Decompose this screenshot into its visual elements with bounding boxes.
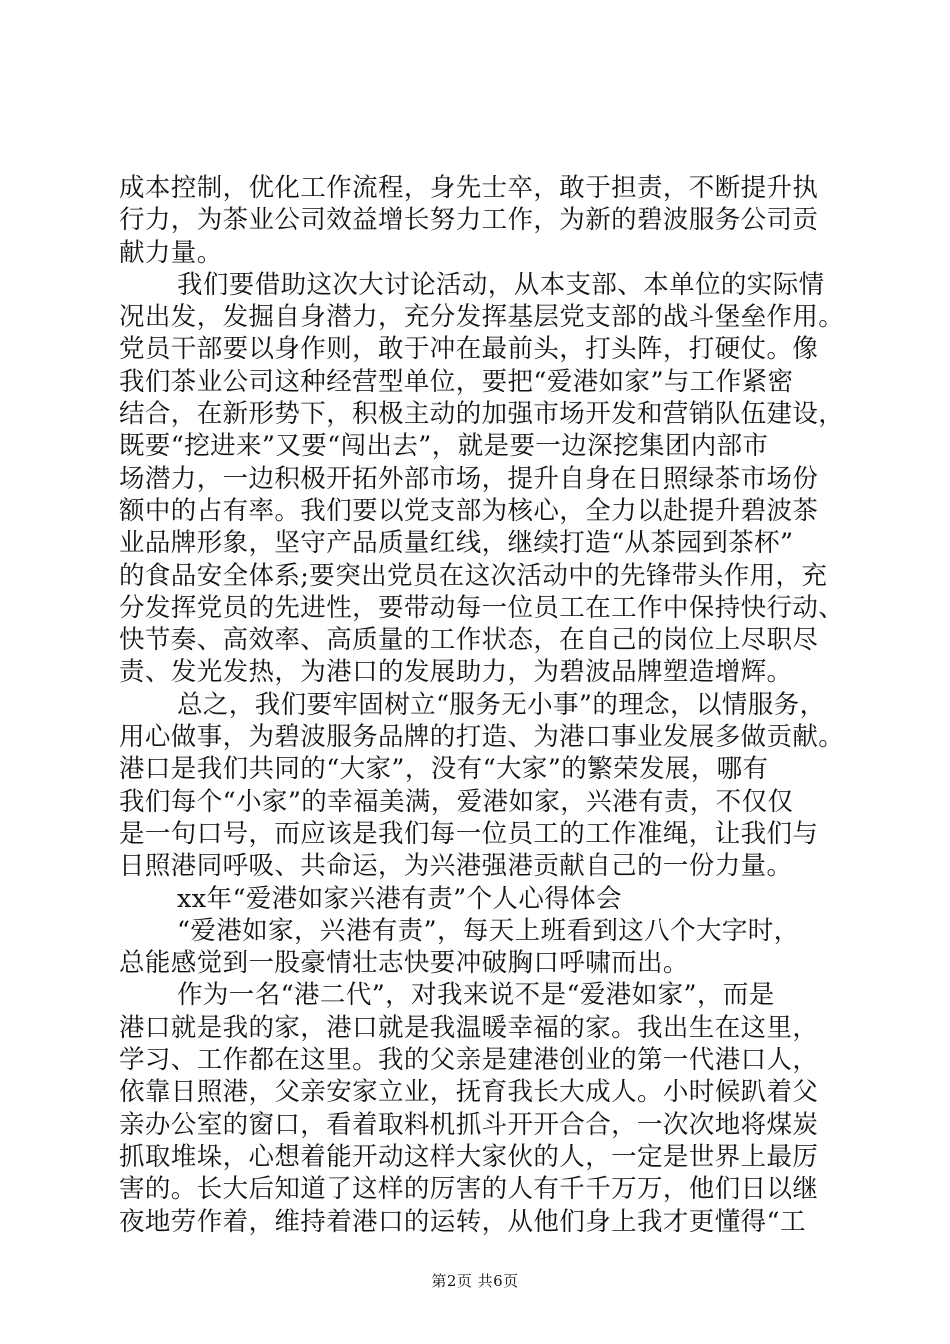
text-line: 快节奏、高效率、高质量的工作状态，在自己的岗位上尽职尽 [119, 625, 819, 656]
text-line: 我们茶业公司这种经营型单位，要把“爱港如家”与工作紧密 [119, 366, 794, 397]
text-line: 献力量。 [119, 237, 223, 268]
text-line: 我们每个“小家”的幸福美满，爱港如家，兴港有责，不仅仅 [119, 786, 794, 817]
text-line: 既要“挖进来”又要“闯出去”，就是要一边深挖集团内部市 [119, 431, 769, 462]
text-line: 依靠日照港，父亲安家立业，抚育我长大成人。小时候趴着父 [119, 1077, 819, 1108]
text-line: 夜地劳作着，维持着港口的运转，从他们身上我才更懂得“工 [119, 1206, 806, 1237]
text-line: 作为一名“港二代”，对我来说不是“爱港如家”，而是 [177, 980, 775, 1011]
document-body [119, 172, 845, 1238]
text-line: “爱港如家，兴港有责”，每天上班看到这八个大字时， [177, 915, 800, 946]
text-line: 亲办公室的窗口，看着取料机抓斗开开合合，一次次地将煤炭 [119, 1109, 819, 1140]
text-line: 分发挥党员的先进性，要带动每一位员工在工作中保持快行动、 [119, 592, 845, 623]
text-line: 抓取堆垛，心想着能开动这样大家伙的人，一定是世界上最厉 [119, 1141, 819, 1172]
text-line: 害的。长大后知道了这样的厉害的人有千千万万，他们日以继 [119, 1174, 819, 1205]
text-line: 总之，我们要牢固树立“服务无小事”的理念，以情服务， [177, 689, 826, 720]
text-line: 成本控制，优化工作流程，身先士卒，敢于担责，不断提升执 [119, 173, 819, 203]
text-line: 况出发，发掘自身潜力，充分发挥基层党支部的战斗堡垒作用。 [119, 302, 845, 333]
page-number-footer: 第2页 共6页 [431, 1272, 519, 1290]
text-line: 日照港同呼吸、共命运，为兴港强港贡献自己的一份力量。 [119, 851, 793, 882]
text-line: 的食品安全体系;要突出党员在这次活动中的先锋带头作用，充 [119, 560, 828, 591]
text-line: 港口是我们共同的“大家”，没有“大家”的繁荣发展，哪有 [119, 754, 769, 785]
text-line: 行力，为茶业公司效益增长努力工作，为新的碧波服务公司贡 [119, 205, 819, 236]
text-line: 责、发光发热，为港口的发展助力，为碧波品牌塑造增辉。 [119, 657, 793, 688]
text-line: 港口就是我的家，港口就是我温暖幸福的家。我出生在这里， [119, 1012, 819, 1043]
text-line: 结合，在新形势下，积极主动的加强市场开发和营销队伍建设， [119, 399, 845, 430]
text-line: 业品牌形象，坚守产品质量红线，继续打造“从茶园到茶杯” [119, 528, 794, 559]
text-line: 额中的占有率。我们要以党支部为核心，全力以赴提升碧波茶 [119, 495, 819, 526]
text-line: xx年“爱港如家兴港有责”个人心得体会 [177, 883, 622, 914]
text-line: 总能感觉到一股豪情壮志快要冲破胸口呼啸而出。 [119, 948, 689, 979]
text-line: 党员干部要以身作则，敢于冲在最前头，打头阵，打硬仗。像 [119, 334, 819, 365]
text-line: 我们要借助这次大讨论活动，从本支部、本单位的实际情 [177, 269, 825, 300]
text-line: 场潜力，一边积极开拓外部市场，提升自身在日照绿茶市场份 [119, 463, 819, 494]
text-line: 是一句口号，而应该是我们每一位员工的工作准绳，让我们与 [119, 818, 819, 849]
text-line: 学习、工作都在这里。我的父亲是建港创业的第一代港口人， [119, 1045, 819, 1076]
text-line: 用心做事，为碧波服务品牌的打造、为港口事业发展多做贡献。 [119, 722, 845, 753]
